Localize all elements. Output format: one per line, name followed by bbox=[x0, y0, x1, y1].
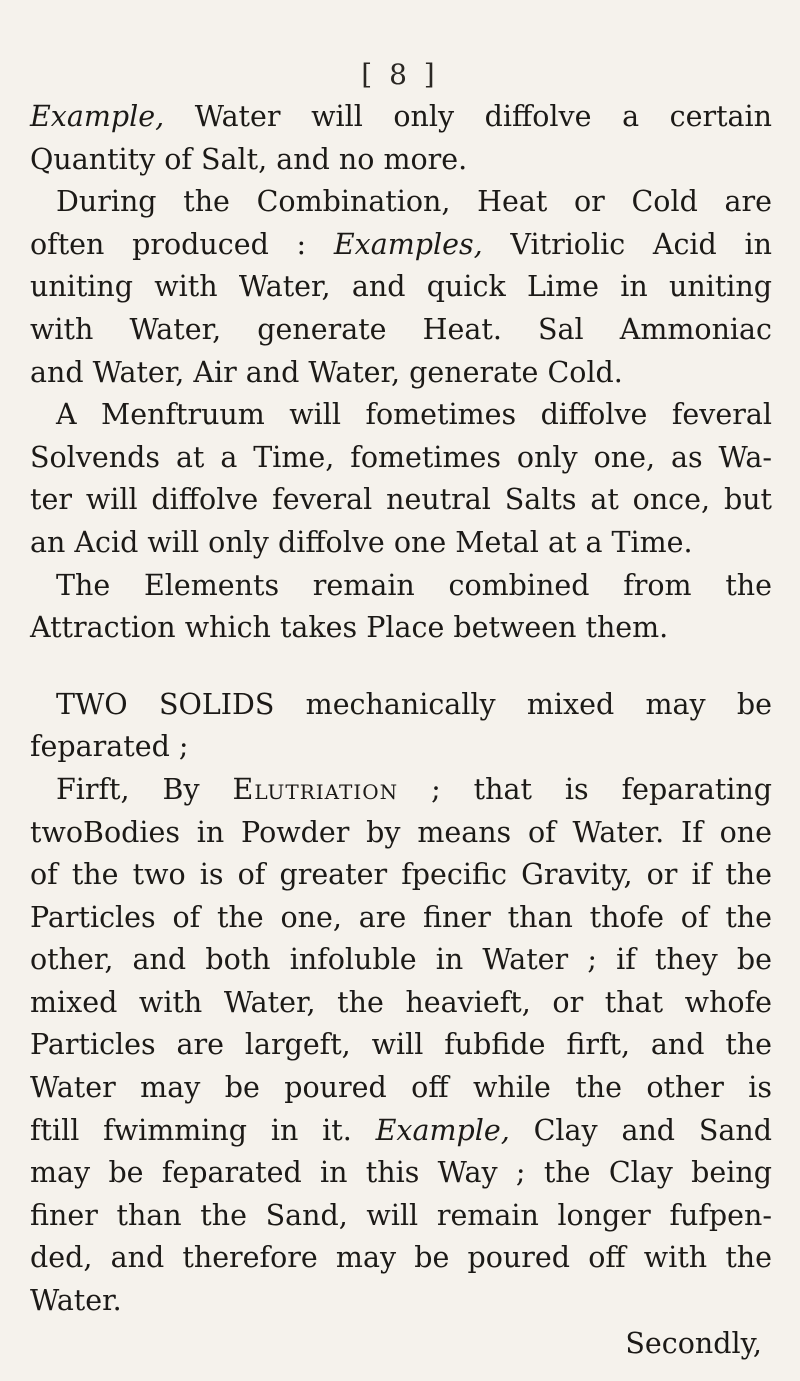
text-line: During the Combination, Heat or Cold are bbox=[56, 185, 772, 219]
text-line: ter will diffolve feveral neutral Salts at once, but bbox=[30, 483, 772, 517]
page-number: [ 8 ] bbox=[361, 58, 439, 91]
text-line: and Water, Air and Water, generate Cold. bbox=[30, 355, 623, 389]
italic-term: Examples, bbox=[333, 227, 483, 261]
text-line: mixed with Water, the heavieft, or that whofe bbox=[30, 985, 772, 1019]
text-fragment: Clay and Sand bbox=[509, 1113, 772, 1147]
text-line: feparated ; bbox=[30, 730, 189, 764]
text-line bbox=[30, 224, 772, 267]
text-fragment: often produced : bbox=[30, 227, 334, 261]
text-line: A Menftruum will fometimes diffolve feveral bbox=[56, 398, 772, 432]
text-fragment: Water will only diffolve a certain bbox=[164, 100, 772, 133]
text-line bbox=[30, 769, 772, 812]
text-line: other, and both infoluble in Water ; if they be bbox=[30, 943, 772, 977]
section-gap bbox=[30, 650, 772, 684]
text-line: Particles of the one, are finer than thofe of the bbox=[30, 900, 772, 934]
text-line: Water. bbox=[30, 1284, 122, 1318]
text-line: of the two is of greater fpecific Gravity, or if the bbox=[30, 858, 772, 892]
text-line: an Acid will only diffolve one Metal at a Time. bbox=[30, 525, 693, 559]
text-line: Quantity of Salt, and no more. bbox=[30, 142, 468, 176]
catchword: Secondly, bbox=[625, 1326, 762, 1360]
text-line: Attraction which takes Place between them. bbox=[30, 611, 669, 645]
page-body bbox=[30, 96, 772, 1365]
text-fragment: ; that is feparating bbox=[398, 772, 772, 806]
text-line: may be feparated in this Way ; the Clay being bbox=[30, 1156, 772, 1190]
text-fragment: ftill fwimming in it. bbox=[30, 1113, 376, 1147]
text-fragment: Vitriolic Acid in bbox=[482, 227, 772, 261]
text-fragment: Firft, By bbox=[56, 772, 233, 806]
text-line: Water may be poured off while the other is bbox=[30, 1071, 772, 1105]
text-line bbox=[30, 1110, 772, 1153]
text-line: The Elements remain combined from the bbox=[56, 568, 772, 602]
text-line: uniting with Water, and quick Lime in uniting bbox=[30, 270, 772, 304]
text-line: Particles are largeft, will fubfide firft, and the bbox=[30, 1028, 772, 1062]
smallcaps-term: Elutriation bbox=[232, 772, 399, 806]
text-line bbox=[30, 96, 772, 139]
text-line: finer than the Sand, will remain longer fufpen- bbox=[30, 1198, 772, 1232]
text-line: twoBodies in Powder by means of Water. If one bbox=[30, 815, 772, 849]
text-line: Solvends at a Time, fometimes only one, as Wa- bbox=[30, 440, 772, 474]
italic-term: Example, bbox=[375, 1113, 510, 1147]
text-line: ded, and therefore may be poured off with the bbox=[30, 1241, 772, 1275]
text-line: with Water, generate Heat. Sal Ammoniac bbox=[30, 312, 772, 346]
section-heading-line: TWO SOLIDS mechanically mixed may be bbox=[56, 687, 772, 721]
italic-term: Example, bbox=[30, 100, 165, 133]
